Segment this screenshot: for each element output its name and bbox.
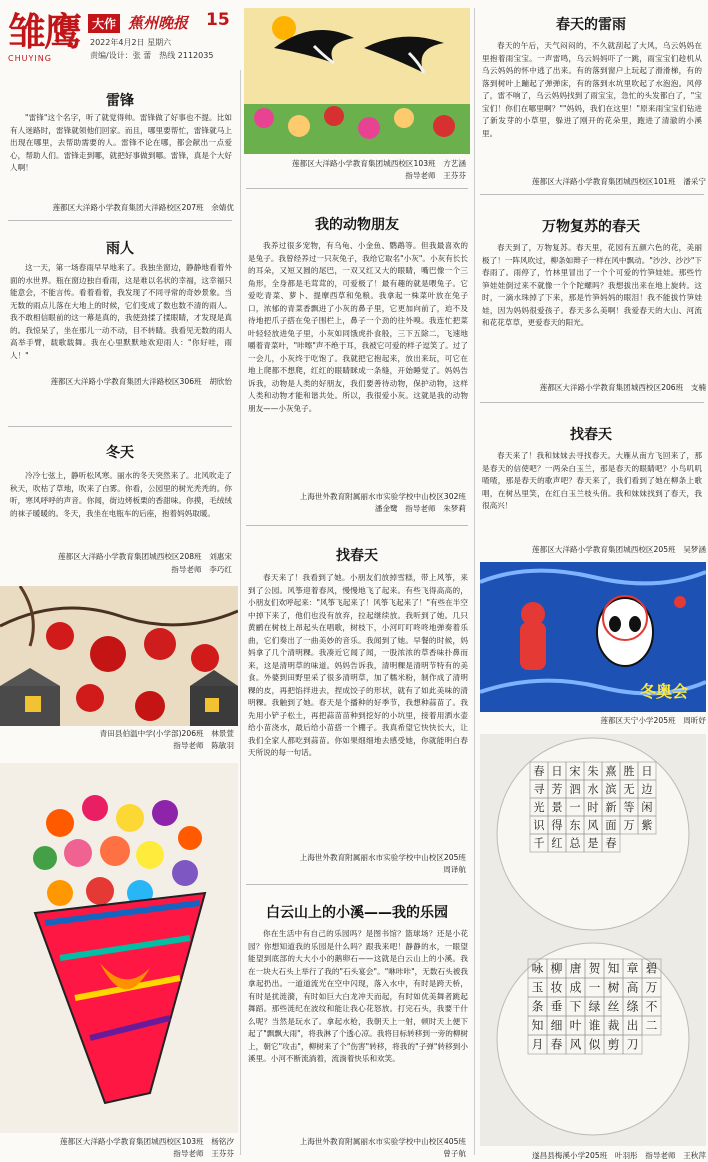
swallows-artwork xyxy=(244,8,470,154)
article-body-spring-search2: 春天来了！我和妹妹去寻找春天。大雁从南方飞回来了，那是春天的信使吧？一两朵白玉兰，那是春天的眼睛吧？小鸟叽叽喳喳，那是春天的歌声吧？春天来了，我们看到了她在柳条上歌唱，在树丛里笑，在红白玉兰枝头俏。我和妹妹找到了春天，我很高兴！ xyxy=(482,451,702,510)
calligraphy-char: 一 xyxy=(588,980,601,995)
calligraphy-char: 宋 xyxy=(569,764,581,778)
byline-spring-search: 上海世外教育附属丽水市实验学校中山校区205班 xyxy=(299,853,466,862)
calligraphy-char: 万 xyxy=(645,980,658,995)
divider xyxy=(8,426,232,427)
article-title-spring-search: 找春天 xyxy=(336,548,378,564)
article-body-creek: 你在生活中有自己的乐园吗？是图书馆？篮球场？还是小花园？你想知道我的乐园是什么吗？跟我来吧！静静的水，一眼望能望到底部的大大小小的鹅卵石——这就是白云山上的小溪。我在一块大石头上举行了我的"石头宴会"。"咻咔咔"，无数石头被我拿起扔出。一道道流光在空中闪现，落入水中，有时是跨天桥，有时是扰涟漪，有时如巨大白龙冲天而起，有时如优美舞者跳起舞蹈。那些涟纪在波纹和能让我心花怒放。打完石头，我要干什么呢？当然是玩水了。拿起水枪，我朝天上一射，顿时天上便下起了"飘飘大雨"，将我淋了个透心凉。我将目标转移到一旁的柳树上，朝它"攻击"，柳树来了个"伤害"转移，将我的"子弹"转移到小溪里。小河不断流淌着，流淌着快乐和欢笑。 xyxy=(248,929,468,1063)
article-body-thunder: 春天的午后，天气闷闷的，不久就刮起了大风，乌云妈妈在里抱着雨宝宝。一声雷鸣，乌云妈妈吓了一跳，雨宝宝们趁机从乌云妈妈的怀中逃了出来。有的落到窗户上玩起了滑滑梯，有的落到树叶上蹦起了弹弹床，有的落到水坑里吹起了水泡泡。风停了，雷不响了，乌云妈妈找到了雨宝宝，急忙的头发都白了，"宝宝们！你们在哪里啊？""妈妈，我们在这里！"原来雨宝宝们钻进了新发芽的小草里，躲进了刚开的花朵里，跑进了清澈的小溪里。 xyxy=(482,41,702,138)
article-title-leifeng: 雷锋 xyxy=(106,93,134,109)
lantern-artwork xyxy=(0,586,238,726)
calligraphy-char: 知 xyxy=(607,961,620,976)
caption-lanterns: 青田县伯温中学(小学部)206班 林景萱 xyxy=(99,729,234,738)
teacher-lanterns: 指导老师 陈敏羽 xyxy=(173,741,234,750)
calligraphy-char: 高 xyxy=(626,980,639,995)
bouquet-artwork xyxy=(0,763,238,1133)
calligraphy-char: 一 xyxy=(569,800,581,814)
byline-rain: 莲都区大洋路小学教育集团大洋路校区306班 胡欣怡 xyxy=(50,377,232,386)
teacher-winter: 指导老师 李巧红 xyxy=(171,565,232,574)
calligraphy-char: 万 xyxy=(623,818,635,832)
calligraphy-char: 总 xyxy=(569,836,581,850)
byline-creek: 上海世外教育附属丽水市实验学校中山校区405班 xyxy=(299,1137,466,1146)
calligraphy-char: 细 xyxy=(550,1018,563,1033)
calligraphy-char: 新 xyxy=(605,800,617,814)
masthead-logo-pinyin: CHUYING xyxy=(8,54,52,63)
caption-calligraphy: 遂昌县梅溪小学205班 叶羽彤 指导老师 王秋萍 xyxy=(532,1151,706,1160)
calligraphy-char: 唐 xyxy=(569,961,582,976)
calligraphy-char: 谁 xyxy=(588,1018,601,1033)
calligraphy-char: 水 xyxy=(587,782,599,796)
article-title-spring-search2: 找春天 xyxy=(570,427,612,443)
calligraphy-char: 滨 xyxy=(605,782,617,796)
calligraphy-char: 丝 xyxy=(607,999,620,1014)
calligraphy-char: 条 xyxy=(531,999,544,1014)
calligraphy-char: 贺 xyxy=(588,961,601,976)
calligraphy-char: 章 xyxy=(626,961,639,976)
calligraphy-char: 日 xyxy=(641,764,653,778)
caption-swallows: 莲都区大洋路小学教育集团城西校区103班 方艺涵 xyxy=(292,159,466,168)
calligraphy-char: 景 xyxy=(551,800,563,814)
calligraphy-char: 东 xyxy=(569,818,581,832)
calligraphy-char: 月 xyxy=(531,1037,544,1052)
calligraphy-char: 绦 xyxy=(626,999,639,1014)
calligraphy-char: 朱 xyxy=(587,764,599,778)
column-divider xyxy=(240,70,241,1155)
article-body-winter: 冷冷七弦上，静听松风寒。丽水的冬天突然来了。北风吹走了秋天，吹枯了草地，吹来了白雾。你看，公园里的树光秃秃的。你听，寒风呼呼的声音。你闻，街边烤板栗的香甜味。你摸，毛绒绒的袜子暖暖的。冬天，我坐在电瓶车的后座，抱着妈妈取暖。 xyxy=(10,471,232,518)
divider xyxy=(246,884,468,885)
masthead-logo: 雏鹰 xyxy=(8,9,81,54)
byline-spring-search2: 莲都区大洋路小学教育集团城西校区205班 吴梦涵 xyxy=(532,545,706,554)
article-title-revive: 万物复苏的春天 xyxy=(542,219,640,235)
calligraphy-char: 树 xyxy=(607,980,620,995)
calligraphy-char: 柳 xyxy=(550,961,563,976)
calligraphy-char: 熹 xyxy=(605,764,617,778)
paper-name: 蕉州晚报 xyxy=(128,14,189,32)
calligraphy-char: 似 xyxy=(588,1037,601,1052)
calligraphy-char: 玉 xyxy=(531,980,544,995)
calligraphy-char: 不 xyxy=(645,999,658,1014)
caption-olympic: 莲都区天宁小学205班 周昕妤 xyxy=(600,716,706,725)
article-title-rain: 雨人 xyxy=(106,241,134,257)
calligraphy-char: 芳 xyxy=(551,782,563,796)
calligraphy-char: 千 xyxy=(533,836,545,850)
byline-winter: 莲都区大洋路小学教育集团城西校区208班 刘惠宋 xyxy=(58,552,232,561)
teacher-spring-search: 周译航 xyxy=(443,865,466,874)
divider xyxy=(246,188,468,189)
calligraphy-char: 寻 xyxy=(533,782,545,796)
article-body-rain: 这一天，第一场春雨早早地来了。我独坐窗边，静静地看着外面的水世界。瓶在窗边独自看雨，这是难以名状的幸福，这幸福只能意会，不能言传。看着看着，我发现了不同寻常的奇妙景象。当无数的雨点儿落在大地上的时候，它们变成了数也数不清的雨人。我不敢相信眼前的这一幕是真的，我使劲揉了揉眼睛，才发现是真的。我惊呆了，坐在那儿一动不动，目不转睛。我看见无数的雨人高举手臂，载歌载舞。我在心里默默地欢迎雨人："你好哇，雨人！" xyxy=(10,263,232,360)
calligraphy-char: 光 xyxy=(533,800,545,814)
article-title-animal: 我的动物朋友 xyxy=(315,217,399,233)
calligraphy-char: 泗 xyxy=(569,782,581,796)
caption-bouquet: 莲都区大洋路小学教育集团城西校区103班 杨铭汐 xyxy=(60,1137,234,1146)
article-title-thunder: 春天的雷雨 xyxy=(556,17,626,33)
calligraphy-char: 下 xyxy=(569,999,582,1014)
calligraphy-char: 绿 xyxy=(588,999,601,1014)
calligraphy-artwork xyxy=(480,734,706,1146)
calligraphy-illustration xyxy=(480,734,706,1146)
byline-revive: 莲都区大洋路小学教育集团城西校区206班 支楠 xyxy=(539,383,706,392)
calligraphy-char: 风 xyxy=(569,1037,582,1052)
divider xyxy=(480,402,704,403)
calligraphy-char: 咏 xyxy=(531,961,544,976)
divider xyxy=(246,525,468,526)
calligraphy-char: 出 xyxy=(626,1018,639,1033)
calligraphy-char: 识 xyxy=(533,818,545,832)
calligraphy-char: 得 xyxy=(551,818,563,832)
olympic-artwork xyxy=(480,562,706,712)
byline-animal: 上海世外教育附属丽水市实验学校中山校区302班 xyxy=(299,492,466,501)
calligraphy-char: 碧 xyxy=(645,961,658,976)
calligraphy-char: 二 xyxy=(645,1018,658,1033)
calligraphy-char: 剪 xyxy=(607,1037,620,1052)
divider xyxy=(480,194,704,195)
calligraphy-char: 是 xyxy=(587,836,599,850)
issue-date: 2022年4月2日 星期六 xyxy=(90,38,172,47)
calligraphy-char: 红 xyxy=(551,836,563,850)
article-body-spring-search: 春天来了！我看到了她。小朋友们放掉雪糕，带上风筝，来到了公园。风筝迎着春风，慢慢地飞了起来。有些飞得高高的，小朋友们欢呼起来："风筝飞起来了！风筝飞起来了！"有些在半空中掉下来了，他们也没有放弃，拉起继续放。我听到了她。几只黄鹂在树枝上昂起头在唱歌，树枝下，小河叮叮咚咚地弹奏着乐曲，它们奏出了一曲美妙的音乐。我闻到了她。早餐的时候，妈妈拿了几个清明粿。我凑近它闻了闻，一股浓浓的草香味扑鼻而来，这是清明草的味道。妈妈告诉我，清明粿是清明节特有的美食。外婆到田野里采了很多清明草，加了糯米粉，制作成了清明粿的皮，再把馅拌进去，捏成饺子的形状，就有了如此美味的清明粿。我触到了她。春天是个播种的好季节，我想种蒜苗了。我先用小铲子松土，再把蒜苗苗种到挖好的小坑里，接着用洒水壶给小苗浇水，最后给小苗搭一个棚子。我真希望它快快长大，让我们全家人都吃到蒜苗。你如果细细地去感受她，你就能明白春天所说的每一句话。 xyxy=(248,573,468,757)
article-body-leifeng: "雷锋"这个名字，听了就觉得帅。雷锋做了好事也不提。比如有人迷路时，雷锋就领他们回家。而且，哪里要帮忙，雷锋就马上出现在哪里，去帮助需要的人。雷锋不论在哪，都会献出一点爱心，帮助人们。雷锋走到哪，就把好事做到哪。雷锋，真是个大好人啊！ xyxy=(10,113,232,172)
calligraphy-char: 紫 xyxy=(641,818,653,832)
olympic-art-text: 冬奥会 xyxy=(640,682,689,701)
olympic-illustration xyxy=(480,562,706,712)
calligraphy-char: 闲 xyxy=(641,800,653,814)
calligraphy-char: 成 xyxy=(569,980,582,995)
calligraphy-char: 胜 xyxy=(623,764,635,778)
article-body-revive: 春天到了，万物复苏。春天里，花园有五颜六色的花，美丽极了！一阵风吹过，柳条如辫子一样在风中飘动。"沙沙、沙沙"下春雨了。雨停了，竹林里冒出了一个个可爱的竹笋娃娃。那些竹笋娃娃倒过来不就像一个个陀螺吗？我想拔出来在地上旋转。这时，一滴水珠掉了下来，那是竹笋妈妈的眼泪！我不能拔竹笋娃娃，因为妈妈很爱孩子。春天多么美啊！我爱春天的大山、河流和花花草草，更爱春天的阳光。 xyxy=(482,243,702,327)
swallows-illustration xyxy=(244,8,470,154)
calligraphy-char: 刀 xyxy=(626,1037,639,1052)
column-divider xyxy=(474,8,475,1155)
calligraphy-char: 边 xyxy=(641,782,653,796)
calligraphy-char: 等 xyxy=(623,800,635,814)
article-title-creek: 白云山上的小溪——我的乐园 xyxy=(266,905,448,921)
calligraphy-char: 面 xyxy=(605,818,617,832)
calligraphy-char: 风 xyxy=(587,818,599,832)
lantern-illustration xyxy=(0,586,238,726)
teacher-animal: 潘金鹭 指导老师 朱梦莉 xyxy=(374,504,466,513)
editor-line: 责编/设计：张 蕾 热线 2112035 xyxy=(90,51,214,60)
byline-thunder: 莲都区大洋路小学教育集团城西校区101班 潘采宁 xyxy=(532,177,706,186)
calligraphy-char: 日 xyxy=(551,764,563,778)
calligraphy-char: 裁 xyxy=(607,1018,620,1033)
teacher-creek: 曾子航 xyxy=(443,1149,466,1158)
calligraphy-char: 知 xyxy=(531,1018,544,1033)
article-title-winter: 冬天 xyxy=(106,445,134,461)
article-body-animal: 我养过很多宠物，有乌龟、小金鱼、鹦鹉等。但我最喜欢的是兔子。我曾经养过一只灰兔子，我给它取名"小灰"。小灰有长长的耳朵，又短又圆的尾巴，一双又红又大的眼睛，嘴巴像一个三角形，全身都是毛茸茸的，可爱极了！最有趣的就是喂兔子。它爱吃青菜、萝卜、提摩西草和兔粮。我拿起一株菜叶放在兔子口，浓郁的青菜香飘进了小灰的鼻子里，它更加向前了，迫不及待地把爪子搭在兔子围栏上，鼻子一个劲的往外嗅。我连忙把菜叶轻轻放进兔子里，小灰如同饿虎扑食般，三下五除二，飞速地嚼着青菜叶，"咔嚓"声不绝于耳，我被它可爱的样子逗笑了。过了一会儿，小灰终于吃饱了。我就把它抱起来，放出来玩，可它在地上爬都不想爬，红红的眼睛眯成一条缝，开始睡觉了。妈妈告诉我，动物是人类的好朋友，我们要善待动物，保护动物，这样人类和动物才能和谐共处。所以，我很爱小灰。这就是我的动物朋友——小灰兔子。 xyxy=(248,241,468,413)
teacher-bouquet: 指导老师 王芬芬 xyxy=(173,1149,234,1158)
calligraphy-char: 垂 xyxy=(550,999,563,1014)
calligraphy-char: 春 xyxy=(533,764,545,778)
calligraphy-char: 叶 xyxy=(569,1018,582,1033)
calligraphy-char: 春 xyxy=(605,836,617,850)
page-number: 15 xyxy=(206,10,230,30)
calligraphy-char: 时 xyxy=(587,800,599,814)
bouquet-illustration xyxy=(0,763,238,1133)
calligraphy-char: 春 xyxy=(550,1037,563,1052)
divider xyxy=(8,220,232,221)
calligraphy-char: 妆 xyxy=(550,980,563,995)
teacher-swallows: 指导老师 王芬芬 xyxy=(405,171,466,180)
calligraphy-char: 无 xyxy=(623,782,635,796)
byline-leifeng: 莲都区大洋路小学教育集团大洋路校区207班 余婧优 xyxy=(52,203,234,212)
section-tag: 大作 xyxy=(88,14,120,33)
